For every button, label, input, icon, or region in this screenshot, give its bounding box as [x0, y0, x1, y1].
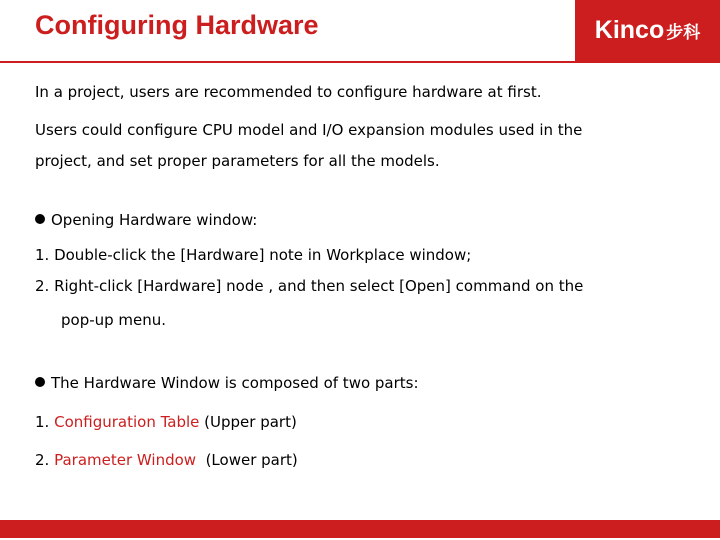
section-2-item-2: [35, 450, 298, 470]
item-note: (Upper part): [199, 413, 297, 431]
section-1-item-1: 1. Double-click the [Hardware] note in Workplace window;: [35, 246, 472, 264]
section-2-heading: [35, 373, 419, 393]
section-1-heading-text: Opening Hardware window:: [51, 211, 258, 229]
section-1-heading: [35, 210, 257, 230]
item-number: 1.: [35, 413, 55, 431]
bullet-icon: [35, 377, 45, 387]
page-title: Configuring Hardware: [35, 10, 319, 40]
header-divider: [0, 61, 720, 63]
logo-text-cn: 步科: [666, 23, 701, 42]
section-2-item-1: [35, 412, 297, 432]
intro-line-1: In a project, users are recommended to configure hardware at first.: [35, 83, 542, 101]
item-number: 2.: [35, 451, 55, 469]
bullet-icon: [35, 214, 45, 224]
intro-line-2b: project, and set proper parameters for all the models.: [35, 152, 440, 170]
kinco-logo: [575, 0, 720, 61]
footer-bar: [0, 520, 720, 538]
highlighted-term: Parameter Window: [54, 451, 197, 469]
logo-text: Kinco: [594, 16, 665, 44]
section-1-item-2b: pop-up menu.: [61, 311, 167, 329]
highlighted-term: Configuration Table: [54, 413, 200, 431]
section-1-item-2a: 2. Right-click [Hardware] node , and then select [Open] command on the: [35, 277, 584, 295]
intro-line-2a: Users could configure CPU model and I/O expansion modules used in the: [35, 121, 583, 139]
section-2-heading-text: The Hardware Window is composed of two parts:: [51, 374, 419, 392]
item-note: (Lower part): [196, 451, 298, 469]
